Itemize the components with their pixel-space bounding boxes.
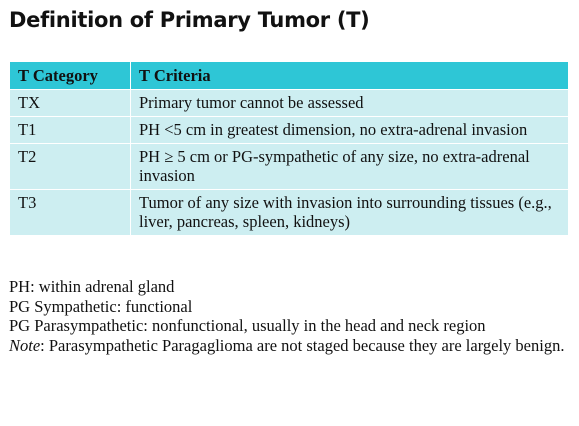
row-category: TX [10,90,131,117]
footnotes [9,277,569,355]
footnote-note [9,336,569,356]
note-text: : Parasympathetic Paragaglioma are not staged because they are largely benign. [40,335,565,355]
row-criteria: PH <5 cm in greatest dimension, no extra-adrenal invasion [131,117,569,144]
row-criteria: PH ≥ 5 cm or PG-sympathetic of any size, no extra-adrenal invasion [131,144,569,190]
header-t-category: T Category [10,62,131,90]
page-title: Definition of Primary Tumor (T) [9,8,370,32]
table-row [10,144,569,190]
row-category: T3 [10,190,131,236]
table-row [10,117,569,144]
footnote-ph: PH: within adrenal gland [9,277,175,296]
footnote-pg-sympathetic: PG Sympathetic: functional [9,296,193,316]
header-t-criteria: T Criteria [131,62,569,90]
footnote-pg-parasympathetic: PG Parasympathetic: nonfunctional, usually in the head and neck region [9,316,486,335]
row-criteria: Primary tumor cannot be assessed [131,90,569,117]
row-category: T1 [10,117,131,144]
t-category-table [9,61,569,236]
note-label: Note [9,335,41,355]
table-row [10,190,569,236]
row-category: T2 [10,144,131,190]
row-criteria: Tumor of any size with invasion into surrounding tissues (e.g., liver, pancreas, spleen, kidneys) [131,190,569,236]
table-row [10,90,569,117]
table-header-row [10,62,569,90]
